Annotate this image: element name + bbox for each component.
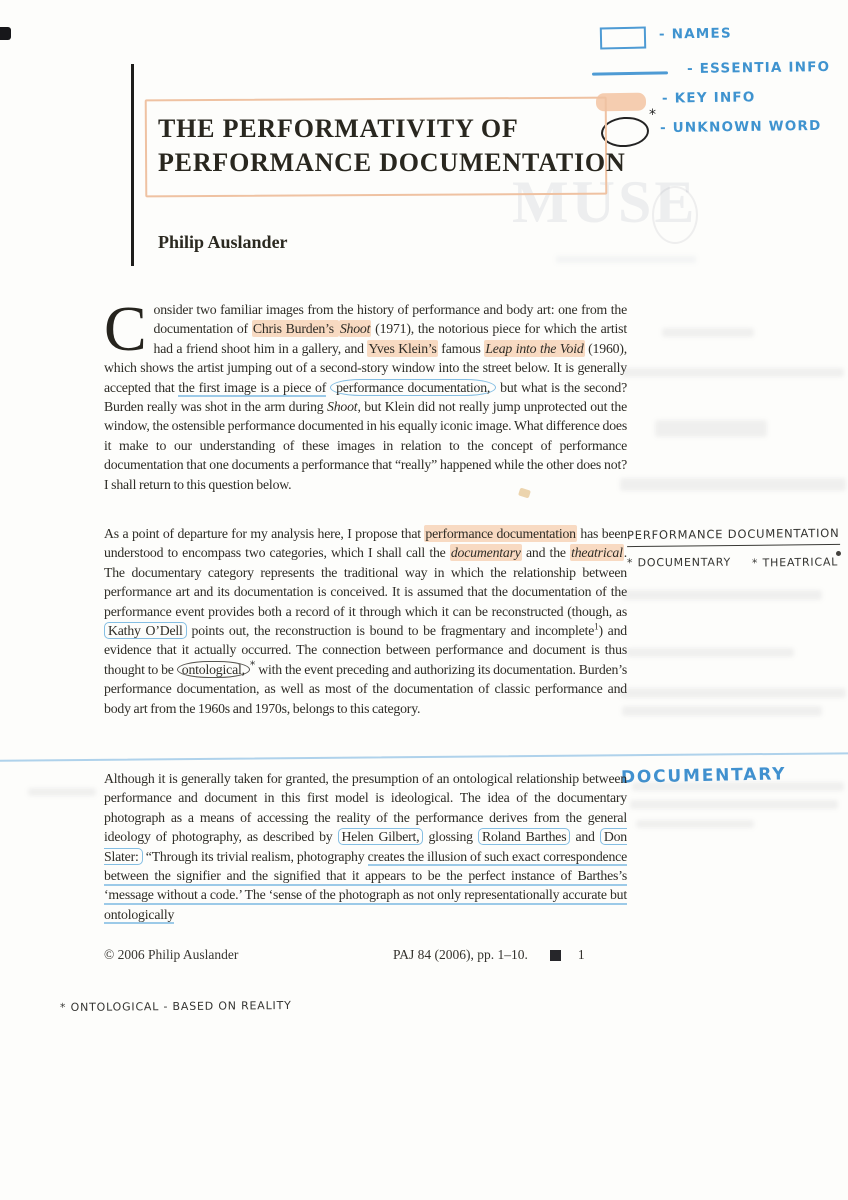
- bleedthrough-text: [655, 420, 767, 437]
- body-text: (1960), which shows the artist jumping out of a second-story window into the street below. It is generally accepted that: [104, 340, 627, 395]
- body-text: and the: [521, 545, 571, 561]
- blue-section-divider-line: [0, 752, 848, 762]
- legend-label-key-info: - KEY INFO: [661, 89, 756, 107]
- body-text: has been understood to encompass two categories, which I shall call the: [104, 526, 627, 561]
- author-name: Philip Auslander: [158, 232, 288, 252]
- margin-note-ontological-definition: * ONTOLOGICAL - BASED ON REALITY: [59, 998, 292, 1015]
- paragraph-1: [104, 293, 628, 494]
- highlighted-key-term: performance documentation: [425, 526, 576, 541]
- body-text: “Through its trivial realism, photography: [142, 848, 368, 864]
- scan-edge-mark: [0, 27, 11, 40]
- highlighted-key-term: theatrical: [571, 545, 623, 561]
- title-margin-rule: [131, 64, 134, 266]
- body-text: famous: [437, 340, 485, 356]
- body-text: (1971), the notorious piece for which the artist had a friend shoot him in a gallery, and: [153, 321, 627, 356]
- blue-boxed-name: Helen Gilbert,: [338, 828, 424, 845]
- muse-watermark: MUSE: [512, 169, 698, 235]
- margin-note-documentary: * DOCUMENTARY: [626, 555, 732, 570]
- body-text: Although it is generally taken for granted, the presumption of an ontological relationship between performance and document in this first model is ideological. The idea of the documentary photograph as a means of accessing the reality of the performance derives from the general ideology of photography, as described by: [104, 771, 627, 845]
- margin-note-documentary-blue: DOCUMENTARY: [620, 764, 787, 788]
- journal-citation: [393, 947, 585, 963]
- body-text: , but Klein did not really jump unprotected out the window, the ostensible performance documented in his equally iconic image. What difference does it make to our understanding of these images in relation to the concept of performance documentation that one documents a performance that “really” happened while the other does not? I shall return to this question below.: [104, 399, 627, 492]
- bleedthrough-text: [662, 328, 754, 337]
- title-line-1: THE PERFORMATIVITY OF: [158, 114, 519, 143]
- page-title: [158, 112, 626, 180]
- highlighted-name: Chris Burden’s: [252, 321, 338, 337]
- bleedthrough-text: [630, 800, 838, 809]
- bleedthrough-text: [620, 478, 846, 491]
- body-text: glossing: [423, 829, 478, 845]
- body-text: points out, the reconstruction is bound to be fragmentary and incomplete: [186, 623, 595, 639]
- title-line-2: PERFORMANCE DOCUMENTATION: [158, 148, 626, 177]
- highlighted-name: Yves Klein’s: [368, 340, 437, 356]
- page-number: 1: [577, 947, 585, 962]
- body-text: ) and evidence that it actually occurred. The connection between performance and document is thus thought to be: [104, 623, 627, 677]
- bleedthrough-text: [622, 706, 822, 716]
- blue-boxed-name: Kathy O’Dell: [104, 622, 187, 639]
- pencil-circled-unknown-word: ontological,: [177, 661, 250, 678]
- copyright-notice: © 2006 Philip Auslander: [104, 947, 239, 962]
- highlighted-key-term: documentary: [450, 545, 521, 561]
- paragraph-3: [104, 769, 627, 924]
- margin-note-performance-documentation: PERFORMANCE DOCUMENTATION: [627, 526, 840, 547]
- essential-info-underline-icon: [592, 71, 668, 75]
- blue-underlined-quote: creates the illusion of such exact correspondence between the signifier and the signified that it appears to be the perfect instance of Barthes’s ‘message without a code.’ The ‘sense of the photograph as not only representationally accurate but ontologically: [104, 849, 627, 925]
- muse-watermark-tagline: [556, 256, 696, 263]
- legend-label-names: - NAMES: [658, 25, 732, 43]
- footer-square-icon: [550, 950, 561, 961]
- blue-boxed-name: Roland Barthes: [478, 828, 570, 845]
- bleedthrough-text: [626, 648, 794, 657]
- muse-logo-icon: [652, 186, 698, 244]
- bleedthrough-text: [622, 368, 844, 377]
- bleedthrough-text: [632, 782, 844, 791]
- bleedthrough-text: [622, 590, 822, 600]
- body-text: but what is the second? Burden really was shot in the arm during: [104, 379, 628, 415]
- body-text: with the event preceding and authorizing its documentation. Burden’s performance documentation, as well as most of the documentation of classic performance and body art from the 1960s and 1970s, belongs to this category.: [104, 661, 627, 716]
- names-rectangle-icon: [600, 27, 646, 50]
- footnote-marker: 1: [594, 621, 599, 632]
- body-text: . The documentary category represents the traditional way in which the relationship between performance art and its documentation is conceived. It is assumed that the documentation of the performance event provides both a record of it through which it can be reconstructed (though, as: [104, 545, 627, 619]
- body-text: onsider two familiar images from the history of performance and body art: one from the documentation of: [153, 302, 627, 337]
- drop-cap: C: [104, 293, 147, 364]
- bleedthrough-text: [636, 820, 754, 828]
- bleedthrough-text: [28, 788, 96, 796]
- paragraph-2: [104, 524, 627, 718]
- body-text: As a point of departure for my analysis here, I propose that: [104, 526, 425, 541]
- handwritten-asterisk: *: [249, 658, 256, 672]
- body-text: and: [570, 829, 600, 845]
- blue-circled-term: performance documentation,: [330, 379, 496, 396]
- unknown-word-asterisk-icon: *: [649, 107, 656, 123]
- margin-note-theatrical: * THEATRICAL: [751, 555, 839, 570]
- highlighted-work-title: Leap into the Void: [485, 340, 584, 356]
- journal-reference: PAJ 84 (2006), pp. 1–10.: [393, 947, 528, 962]
- blue-underlined-text: the first image is a piece of: [178, 380, 326, 398]
- legend-label-unknown-word: - UNKNOWN WORD: [659, 117, 822, 137]
- highlighted-work-title: Shoot: [339, 321, 371, 337]
- italic-work-title: Shoot: [327, 399, 358, 415]
- bleedthrough-text: [620, 688, 846, 698]
- blue-boxed-name: Don Slater:: [104, 829, 627, 864]
- legend-label-essential-info: - ESSENTIA INFO: [686, 59, 831, 77]
